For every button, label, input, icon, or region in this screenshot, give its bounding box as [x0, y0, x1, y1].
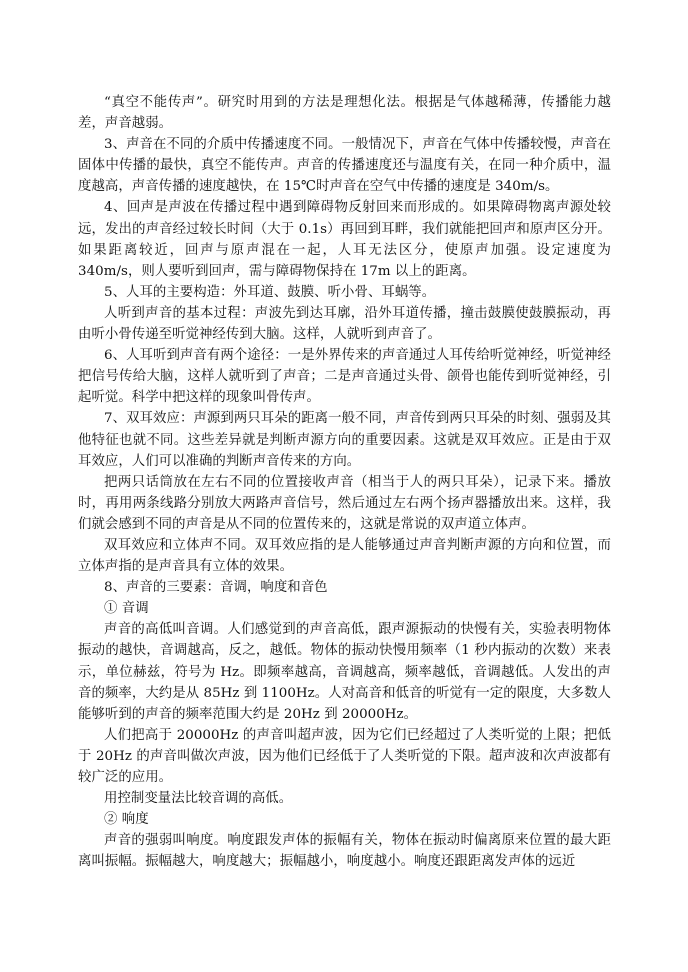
paragraph-ultrasound-infrasound: 人们把高于 20000Hz 的声音叫超声波，因为它们已经超过了人类听觉的上限；把低于 20Hz 的声音叫做次声波，因为他们已经低于了人类听觉的下限。超声波和次声波都有较广泛的应用。 — [78, 727, 611, 785]
paragraph-hearing-process: 人听到声音的基本过程：声波先到达耳廓，沿外耳道传播，撞击鼓膜使鼓膜振动，再由听小骨传递至听觉神经传到大脑。这样，人就听到声音了。 — [78, 305, 611, 343]
paragraph-sound-speed: 3、声音在不同的介质中传播速度不同。一般情况下，声音在气体中传播较慢，声音在固体中传播的最快，真空不能传声。声音的传播速度还与温度有关，在同一种介质中，温度越高，声音传播的速度越快，在 15℃时声音在空气中传播的速度是 340m/s。 — [78, 137, 611, 195]
paragraph-ear-structure: 5、人耳的主要构造：外耳道、鼓膜、听小骨、耳蜗等。 — [104, 284, 436, 300]
paragraph-echo: 4、回声是声波在传播过程中遇到障碍物反射回来而形成的。如果障碍物离声源处较远，发出的声音经过较长时间（大于 0.1s）再回到耳畔，我们就能把回声和原声区分开。如果距离较近，回声与原声混在一起，人耳无法区分，使原声加强。设定速度为 340m/s，则人要听到回声，需与障碍物保持在 17m 以上的距离。 — [78, 200, 611, 279]
paragraph-loudness: 声音的强弱叫响度。响度跟发声体的振幅有关，物体在振动时偏离原来位置的最大距离叫振幅。振幅越大，响度越大；振幅越小，响度越小。响度还跟距离发声体的远近 — [78, 833, 611, 870]
section-heading-three-elements: 8、声音的三要素：音调，响度和音色 — [104, 580, 328, 596]
paragraph-hearing-paths: 6、人耳听到声音有两个途径：一是外界传来的声音通过人耳传给听觉神经，听觉神经把信号传给大脑，这样人就听到了声音；二是声音通过头骨、颌骨也能传到听觉神经，引起听觉。科学中把这样的现象叫骨传声。 — [78, 348, 611, 406]
document-page — [78, 92, 611, 872]
paragraph-control-variable: 用控制变量法比较音调的高低。 — [104, 791, 293, 807]
paragraph-binaural-effect: 7、双耳效应：声源到两只耳朵的距离一般不同，声音传到两只耳朵的时刻、强弱及其他特征也就不同。这些差异就是判断声源方向的重要因素。这就是双耳效应。正是由于双耳效应，人们可以准确的判断声音传来的方向。 — [78, 411, 611, 469]
paragraph-stereo-recording: 把两只话筒放在左右不同的位置接收声音（相当于人的两只耳朵），记录下来。播放时，再用两条线路分别放大两路声音信号，然后通过左右两个扬声器播放出来。这样，我们就会感到不同的声音是从不同的位置传来的，这就是常说的双声道立体声。 — [78, 474, 611, 532]
paragraph-vacuum-sound: “真空不能传声”。研究时用到的方法是理想化法。根据是气体越稀薄，传播能力越差，声音越弱。 — [78, 95, 611, 132]
subheading-pitch: ① 音调 — [104, 601, 149, 617]
paragraph-binaural-vs-stereo: 双耳效应和立体声不同。双耳效应指的是人能够通过声音判断声源的方向和位置，而立体声指的是声音具有立体的效果。 — [78, 537, 611, 575]
paragraph-pitch: 声音的高低叫音调。人们感觉到的声音高低，跟声源振动的快慢有关，实验表明物体振动的越快，音调越高，反之，越低。物体的振动快慢用频率（1 秒内振动的次数）来表示，单位赫兹，符号为 Hz。即频率越高，音调越高，频率越低，音调越低。人发出的声音的频率，大约是从 85Hz 到 1100Hz。人对高音和低音的听觉有一定的限度，大多数人能够听到的声音的频率范围大约是 20Hz 到 20000Hz。 — [78, 622, 611, 722]
subheading-loudness: ② 响度 — [104, 812, 149, 828]
